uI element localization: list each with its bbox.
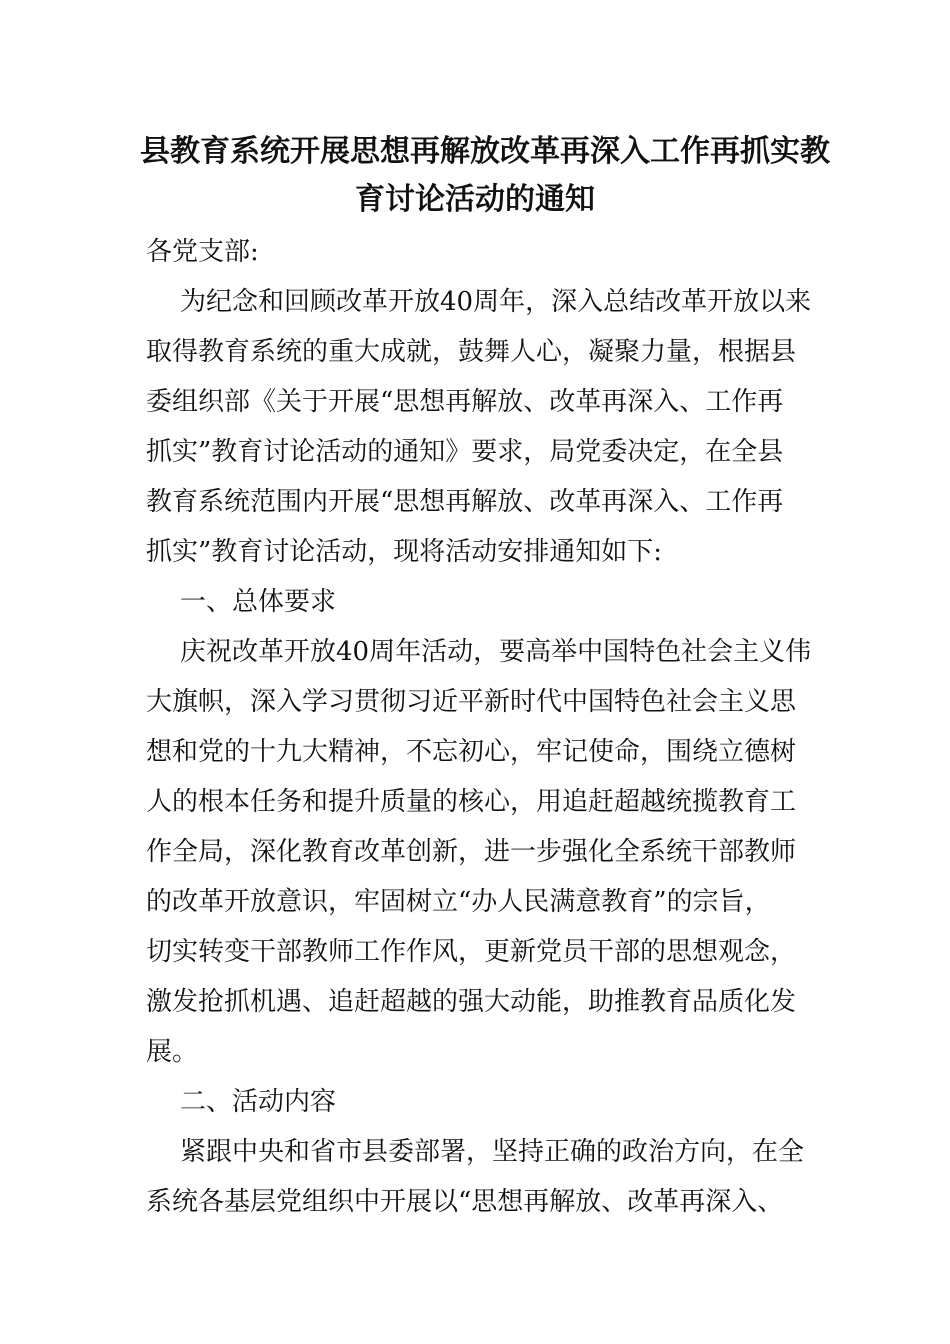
body-line: 委组织部《关于开展“思想再解放、改革再深入、工作再 [146, 387, 784, 417]
body-line: 取得教育系统的重大成就，鼓舞人心，凝聚力量，根据县 [146, 337, 797, 367]
body-line: 抓实”教育讨论活动的通知》要求，局党委决定，在全县 [146, 437, 784, 467]
title-line-2: 育讨论活动的通知 [355, 182, 595, 217]
body-line: 激发抢抓机遇、追赶超越的强大动能，助推教育品质化发 [146, 987, 797, 1017]
body-paragraphs [146, 277, 816, 1227]
body-line: 抓实”教育讨论活动，现将活动安排通知如下: [146, 537, 663, 567]
body-line: 作全局，深化教育改革创新，进一步强化全系统干部教师 [146, 837, 797, 867]
salutation: 各党支部: [146, 237, 259, 267]
document-body [146, 227, 816, 1227]
body-line: 二、活动内容 [180, 1087, 337, 1117]
body-line: 庆祝改革开放40周年活动，要高举中国特色社会主义伟 [180, 637, 812, 667]
body-line: 教育系统范围内开展“思想再解放、改革再深入、工作再 [146, 487, 784, 517]
title-line-1: 县教育系统开展思想再解放改革再深入工作再抓实教 [140, 134, 830, 169]
body-line: 想和党的十九大精神，不忘初心，牢记使命，围绕立德树 [146, 737, 797, 767]
body-line: 的改革开放意识，牢固树立“办人民满意教育”的宗旨， [146, 887, 771, 917]
body-line: 一、总体要求 [180, 587, 337, 617]
body-line: 系统各基层党组织中开展以“思想再解放、改革再深入、 [146, 1187, 784, 1217]
document-title [140, 128, 830, 224]
body-line: 人的根本任务和提升质量的核心，用追赶超越统揽教育工 [146, 787, 797, 817]
body-line: 紧跟中央和省市县委部署，坚持正确的政治方向，在全 [180, 1137, 805, 1167]
body-line: 展。 [146, 1037, 199, 1067]
body-line: 大旗帜，深入学习贯彻习近平新时代中国特色社会主义思 [146, 687, 797, 717]
body-line: 切实转变干部教师工作作风，更新党员干部的思想观念， [146, 937, 797, 967]
body-line: 为纪念和回顾改革开放40周年，深入总结改革开放以来 [180, 287, 812, 317]
